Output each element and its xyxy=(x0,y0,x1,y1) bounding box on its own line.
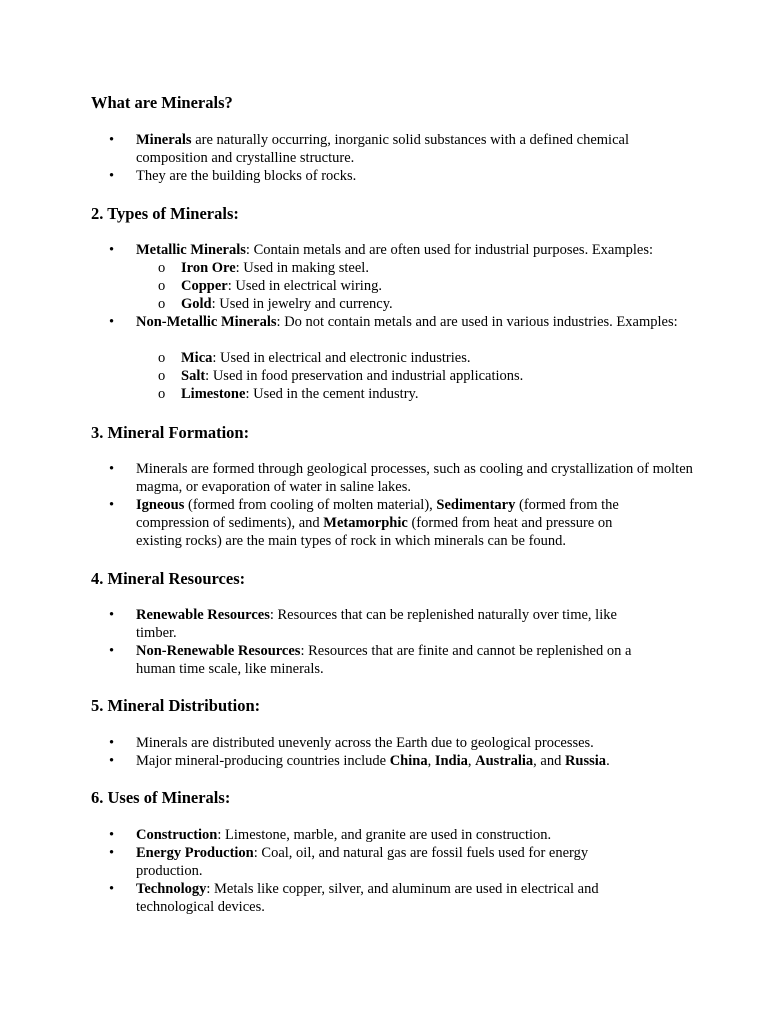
term: Igneous xyxy=(136,497,185,513)
term: Limestone xyxy=(181,386,246,402)
bullet-marker: • xyxy=(109,168,115,184)
definition: are naturally occurring, inorganic solid substances with a defined chemical composition and crystalline structure. xyxy=(136,132,629,166)
bullet-marker: • xyxy=(109,845,115,861)
definition: : Used in the cement industry. xyxy=(245,386,419,402)
definition: : Used in food preservation and industrial applications. xyxy=(205,368,524,384)
term: Sedimentary xyxy=(436,497,516,513)
sub-list-item xyxy=(158,277,701,295)
sub-bullet-marker: o xyxy=(158,260,166,276)
bullet-marker: • xyxy=(109,753,115,769)
term: Mica xyxy=(181,350,213,366)
list-item xyxy=(109,167,696,185)
list-item xyxy=(109,241,696,259)
term: Iron Ore xyxy=(181,260,236,276)
term: Gold xyxy=(181,296,212,312)
sub-list-item xyxy=(158,295,701,313)
list-item xyxy=(109,313,696,331)
sub-bullet-marker: o xyxy=(158,296,166,312)
bullet-marker: • xyxy=(109,643,115,659)
term: Non-Renewable Resources xyxy=(136,643,301,659)
list-text: They are the building blocks of rocks. xyxy=(136,168,357,184)
country: India xyxy=(434,753,468,769)
list-text: Minerals are distributed unevenly across the Earth due to geological processes. xyxy=(136,735,594,751)
list-item xyxy=(109,734,696,752)
definition: : Used in making steel. xyxy=(235,260,369,276)
term: Technology xyxy=(136,881,207,897)
term: Copper xyxy=(181,278,228,294)
bullet-marker: • xyxy=(109,881,115,897)
list-text: (formed from the compression of sediments), and xyxy=(136,497,619,531)
term: Renewable Resources xyxy=(136,607,270,623)
heading-mineral-distribution: 5. Mineral Distribution: xyxy=(91,696,261,715)
definition: : Resources that can be replenished naturally over time, like timber. xyxy=(136,607,617,641)
list-item xyxy=(109,642,666,678)
bullet-marker: • xyxy=(109,735,115,751)
bullet-marker: • xyxy=(109,607,115,623)
sub-list-item xyxy=(158,385,701,403)
definition: : Used in electrical and electronic industries. xyxy=(212,350,471,366)
sub-bullet-marker: o xyxy=(158,386,166,402)
bullet-marker: • xyxy=(109,827,115,843)
heading-what-are-minerals: What are Minerals? xyxy=(91,93,233,112)
term: Non-Metallic Minerals xyxy=(136,314,277,330)
heading-mineral-resources: 4. Mineral Resources: xyxy=(91,569,246,588)
definition: : Metals like copper, silver, and aluminum are used in electrical and technological devices. xyxy=(136,881,599,915)
definition: : Used in jewelry and currency. xyxy=(211,296,393,312)
heading-uses-of-minerals: 6. Uses of Minerals: xyxy=(91,788,231,807)
sub-bullet-marker: o xyxy=(158,278,166,294)
list-item xyxy=(109,131,696,167)
definition: : Contain metals and are often used for industrial purposes. Examples: xyxy=(245,242,654,258)
list-item xyxy=(109,844,616,880)
term: Energy Production xyxy=(136,845,254,861)
term: Minerals xyxy=(136,132,192,148)
list-item xyxy=(109,880,636,916)
separator: , and xyxy=(533,753,565,769)
country: China xyxy=(389,753,428,769)
list-item xyxy=(109,460,696,496)
list-text: (formed from cooling of molten material), xyxy=(184,497,437,513)
list-text: Minerals are formed through geological processes, such as cooling and crystallization of molten magma, or evaporation of water in saline lakes. xyxy=(136,461,693,495)
list-item xyxy=(109,496,656,550)
sub-bullet-marker: o xyxy=(158,350,166,366)
sub-list-item xyxy=(158,367,701,385)
sub-bullet-marker: o xyxy=(158,368,166,384)
separator: , xyxy=(467,753,476,769)
term: Construction xyxy=(136,827,218,843)
list-item xyxy=(109,826,696,844)
term: Salt xyxy=(181,368,206,384)
bullet-marker: • xyxy=(109,242,115,258)
list-text: Major mineral-producing countries include xyxy=(136,753,390,769)
list-text: (formed from heat and pressure on existing rocks) are the main types of rock in which minerals can be found. xyxy=(136,515,613,549)
separator: . xyxy=(606,753,610,769)
bullet-marker: • xyxy=(109,314,115,330)
country: Australia xyxy=(475,753,534,769)
list-item xyxy=(109,752,696,770)
term: Metallic Minerals xyxy=(136,242,246,258)
separator: , xyxy=(427,753,435,769)
sub-list-item xyxy=(158,349,701,367)
definition: : Coal, oil, and natural gas are fossil fuels used for energy production. xyxy=(136,845,589,879)
definition: : Do not contain metals and are used in various industries. Examples: xyxy=(276,314,678,330)
bullet-marker: • xyxy=(109,461,115,477)
definition: : Resources that are finite and cannot be replenished on a human time scale, like minerals. xyxy=(136,643,632,677)
definition: : Used in electrical wiring. xyxy=(227,278,382,294)
country: Russia xyxy=(564,753,607,769)
definition: : Limestone, marble, and granite are used in construction. xyxy=(217,827,552,843)
heading-types-of-minerals: 2. Types of Minerals: xyxy=(91,204,239,223)
bullet-marker: • xyxy=(109,132,115,148)
heading-mineral-formation: 3. Mineral Formation: xyxy=(91,423,250,442)
bullet-marker: • xyxy=(109,497,115,513)
list-item xyxy=(109,606,656,642)
term: Metamorphic xyxy=(323,515,408,531)
sub-list-item xyxy=(158,259,701,277)
